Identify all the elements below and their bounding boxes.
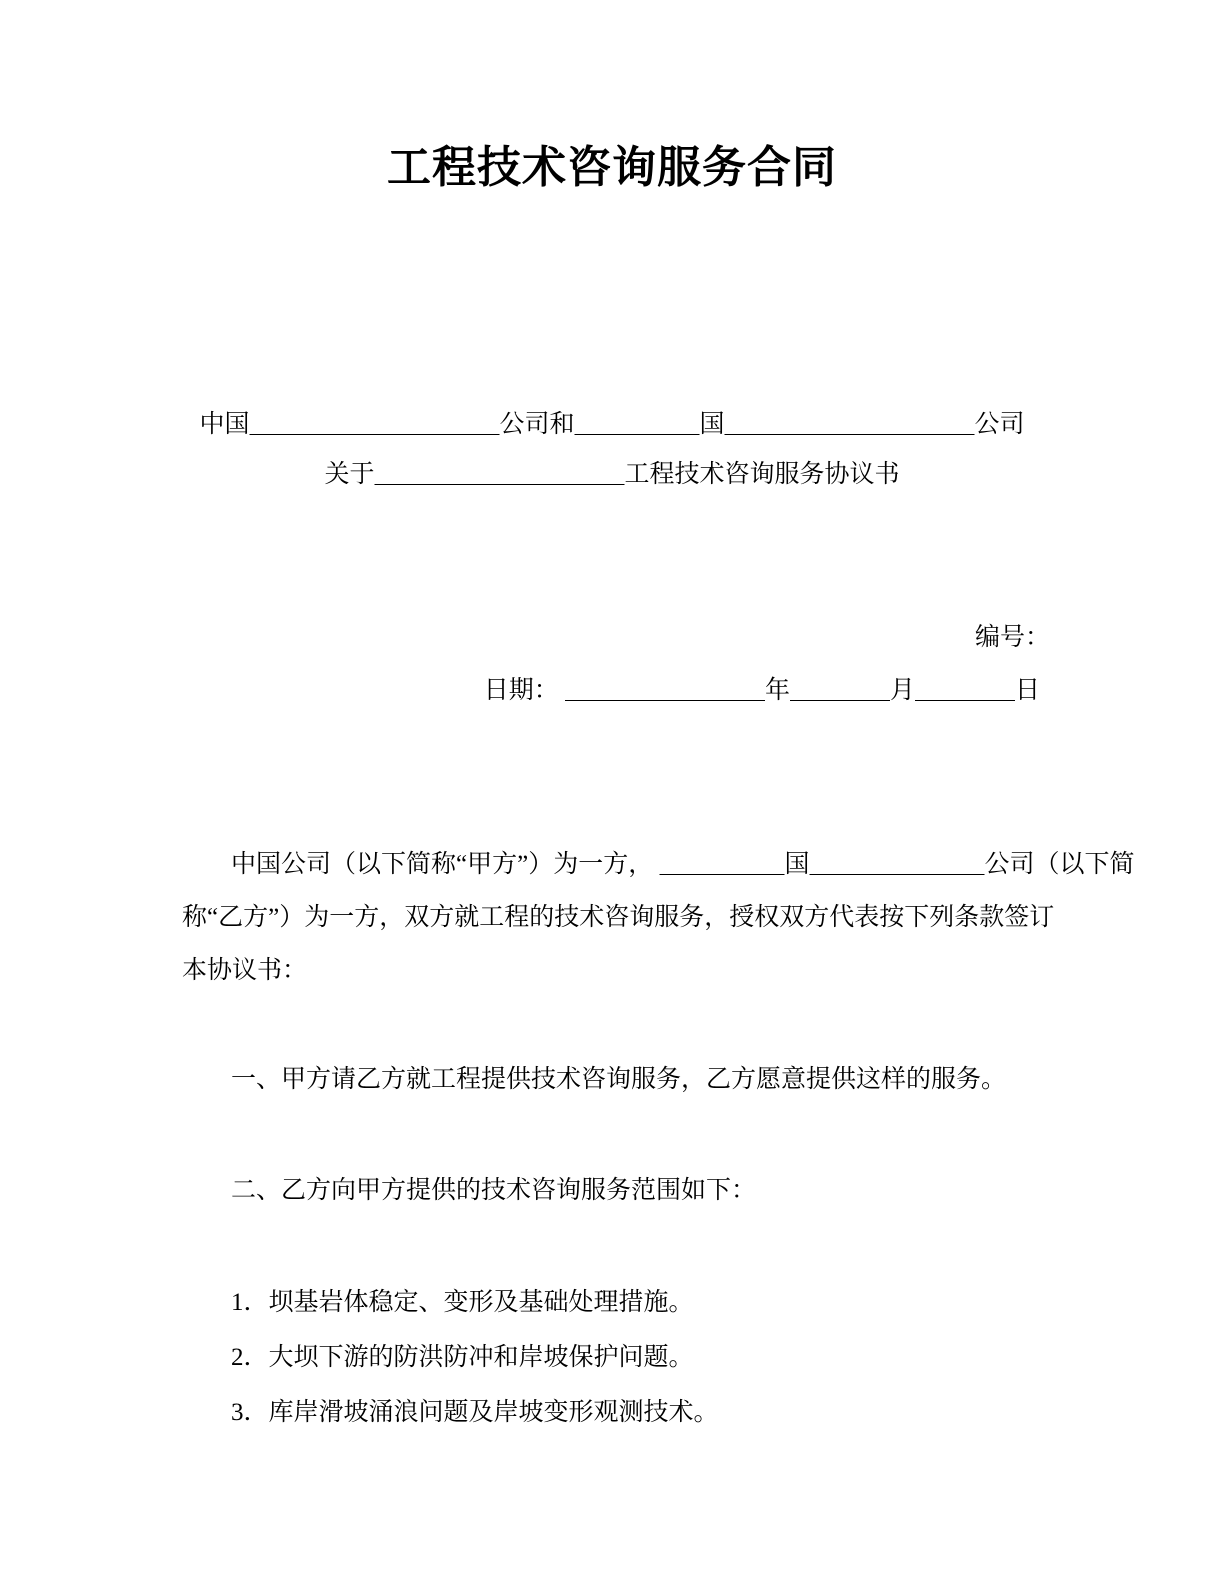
clause-two: 二、乙方向甲方提供的技术咨询服务范围如下：: [231, 1177, 757, 1204]
scope-item-3: 3．库岸滑坡涌浪问题及岸坡变形观测技术。: [231, 1399, 719, 1426]
intro-paragraph-line-3: 本协议书：: [182, 957, 308, 984]
party-names-line: 中国＿＿＿＿＿＿＿＿＿＿公司和＿＿＿＿＿国＿＿＿＿＿＿＿＿＿＿公司: [199, 411, 1025, 438]
contract-number-label: 编号：: [974, 624, 1050, 651]
intro-paragraph-line-2: 称“乙方”）为一方，双方就工程的技术咨询服务，授权双方代表按下列条款签订: [182, 904, 1055, 931]
intro-paragraph: [182, 838, 1135, 997]
intro-paragraph-line-1: 中国公司（以下简称“甲方”）为一方， ＿＿＿＿＿国＿＿＿＿＿＿＿公司（以下简: [231, 851, 1135, 878]
scope-item-1: 1．坝基岩体稳定、变形及基础处理措施。: [231, 1289, 694, 1316]
clause-one: 一、甲方请乙方就工程提供技术咨询服务，乙方愿意提供这样的服务。: [231, 1066, 1007, 1093]
agreement-subject-line: 关于＿＿＿＿＿＿＿＿＿＿工程技术咨询服务协议书: [324, 461, 900, 488]
document-title: 工程技术咨询服务合同: [387, 143, 837, 192]
scope-item-2: 2．大坝下游的防洪防冲和岸坡保护问题。: [231, 1344, 694, 1371]
contract-date-line: 日期： ＿＿＿＿＿＿＿＿年＿＿＿＿月＿＿＿＿日: [483, 677, 1040, 704]
